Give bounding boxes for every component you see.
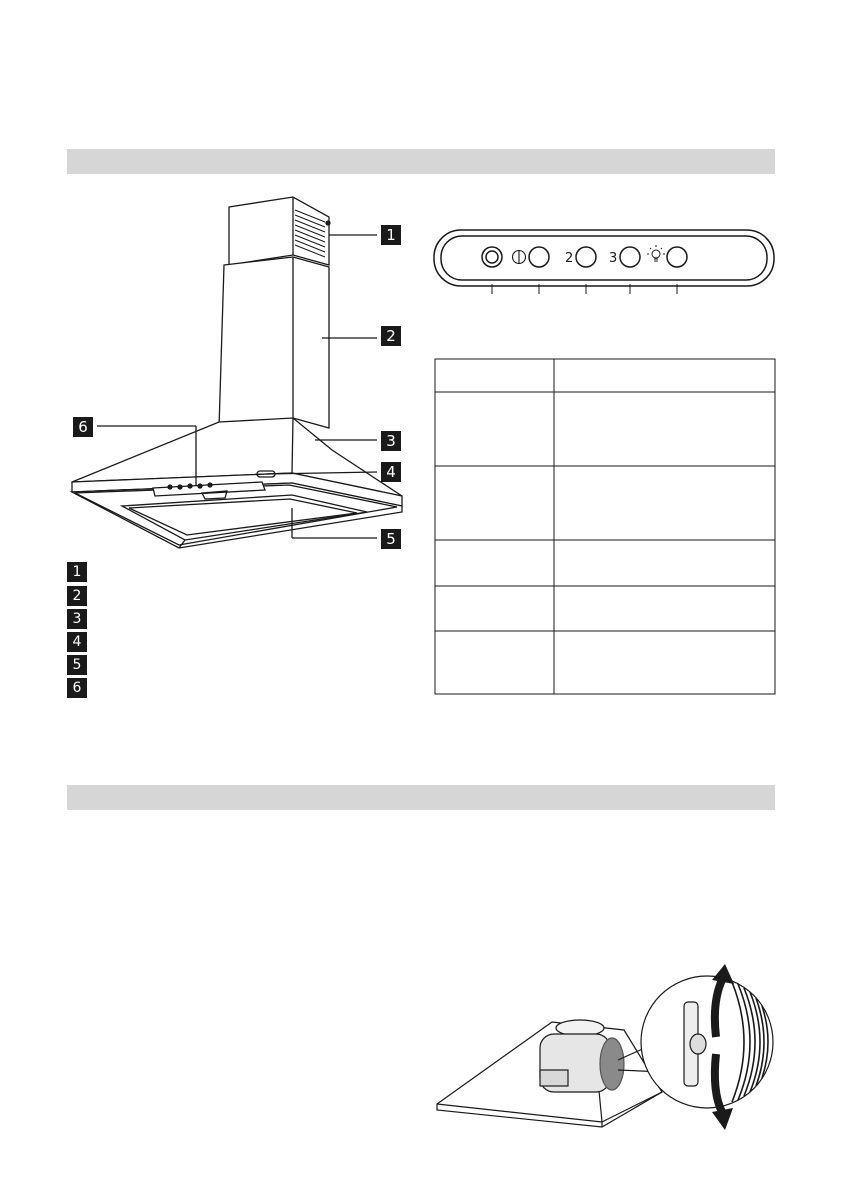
callout-3: 3 [381,431,401,451]
callout-6: 6 [73,417,93,437]
control-panel-diagram [432,228,778,298]
legend-num-1: 1 [67,562,87,582]
legend-num-6: 6 [67,678,87,698]
speed-3-label: 3 [609,251,618,266]
legend-num-3: 3 [67,609,87,629]
callout-5: 5 [381,529,401,549]
section-header-bar [67,785,775,810]
controls-table [434,358,777,696]
callout-1: 1 [381,225,401,245]
callout-4: 4 [381,462,401,482]
callout-2: 2 [381,326,401,346]
legend-num-2: 2 [67,586,87,606]
section-header-bar [67,149,775,174]
legend-num-5: 5 [67,655,87,675]
cooker-hood-illustration [67,190,407,560]
speed-2-label: 2 [565,251,574,266]
legend-num-4: 4 [67,632,87,652]
motor-illustration [432,962,782,1152]
